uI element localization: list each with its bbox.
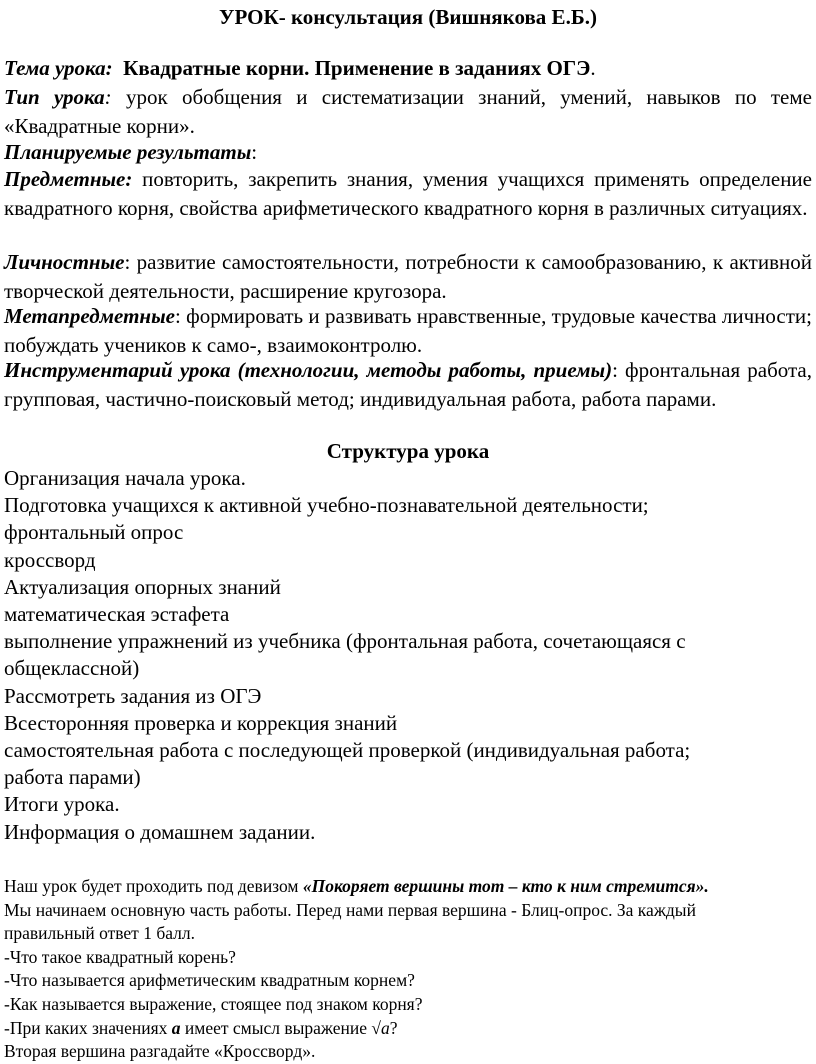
main-line-1: Мы начинаем основную часть работы. Перед нами первая вершина - Блиц-опрос. За каждый xyxy=(4,899,696,920)
question-4-end: ? xyxy=(389,1017,398,1038)
question-3: -Как называется выражение, стоящее под знаком корня? xyxy=(4,993,423,1014)
planned-label: Планируемые результаты xyxy=(4,140,252,164)
structure-item: Актуализация опорных знаний xyxy=(4,574,281,599)
planned-results xyxy=(4,138,812,167)
tools-label: Инструментарий урока (технологии, методы работы, приемы) xyxy=(4,358,613,382)
topic-label: Тема урока: xyxy=(4,56,113,80)
structure-item: Организация начала урока. xyxy=(4,466,246,490)
structure-item: кроссворд xyxy=(4,547,96,572)
subject-label: Предметные: xyxy=(4,167,133,191)
meta-results xyxy=(4,302,812,360)
subject-results xyxy=(4,165,812,223)
planned-colon: : xyxy=(251,140,258,164)
topic-value: Квадратные корни. Применение в заданиях ОГЭ xyxy=(123,56,591,80)
structure-item: самостоятельная работа с последующей проверкой (индивидуальная работа; xyxy=(4,738,691,763)
structure-item: фронтальный опрос xyxy=(4,520,184,545)
question-4 xyxy=(4,1017,814,1041)
topic-end: . xyxy=(590,56,596,80)
meta-label: Метапредметные xyxy=(4,304,175,328)
page-title: УРОК- консультация (Вишнякова Е.Б.) xyxy=(219,5,597,29)
structure-item: Рассмотреть задания из ОГЭ xyxy=(4,683,262,708)
meta-value: : формировать и развивать нравственные, трудовые качества личности; побуждать учеников к само-, взаимоконтролю. xyxy=(4,304,812,357)
question-4-mid: имеет смысл выражение √ xyxy=(180,1017,382,1038)
question-4-var: а xyxy=(171,1017,181,1038)
type-label: Тип урока xyxy=(4,85,105,109)
personal-label: Личностные xyxy=(4,250,125,274)
structure-heading: Структура урока xyxy=(326,439,490,463)
structure-item: выполнение упражнений из учебника (фронтальная работа, сочетающаяся с xyxy=(4,629,686,654)
tools-value: : фронтальная работа, групповая, частично-поисковый метод; индивидуальная работа, работа парами. xyxy=(4,358,812,411)
structure-item: Итоги урока. xyxy=(4,792,120,817)
structure-item: общеклассной) xyxy=(4,656,140,681)
motto-line xyxy=(4,875,814,899)
lesson-tools xyxy=(4,356,812,414)
lesson-body xyxy=(4,875,814,1064)
structure-item: Подготовка учащихся к активной учебно-познавательной деятельности; xyxy=(4,493,649,518)
type-colon: : xyxy=(104,85,112,109)
question-4-var2: а xyxy=(381,1017,390,1038)
personal-value: : развитие самостоятельности, потребности к самообразованию, к активной творческой деятельности, расширение кругозора. xyxy=(4,250,812,303)
structure-item: работа парами) xyxy=(4,765,141,790)
main-line-2: правильный ответ 1 балл. xyxy=(4,923,195,944)
second-peak: Вторая вершина разгадайте «Кроссворд». xyxy=(4,1041,316,1062)
question-2: -Что называется арифметическим квадратным корнем? xyxy=(4,970,415,991)
structure-item: Информация о домашнем задании. xyxy=(4,819,316,844)
personal-results xyxy=(4,248,812,306)
structure-item: Всесторонняя проверка и коррекция знаний xyxy=(4,710,398,735)
type-value: урок обобщения и систематизации знаний, умений, навыков по теме «Квадратные корни». xyxy=(4,85,812,138)
motto-intro: Наш урок будет проходить под девизом xyxy=(4,876,303,896)
structure-item: математическая эстафета xyxy=(4,602,230,627)
question-1: -Что такое квадратный корень? xyxy=(4,946,236,967)
subject-value: повторить, закрепить знания, умения учащихся применять определение квадратного корня, свойства арифметического квадратного корня в различных ситуациях. xyxy=(4,167,812,220)
lesson-type xyxy=(4,83,812,141)
question-4-pre: -При каких значениях xyxy=(4,1017,172,1038)
motto-quote: «Покоряет вершины тот – кто к ним стремится». xyxy=(302,876,709,896)
structure-list xyxy=(4,465,812,846)
lesson-topic xyxy=(4,54,812,83)
